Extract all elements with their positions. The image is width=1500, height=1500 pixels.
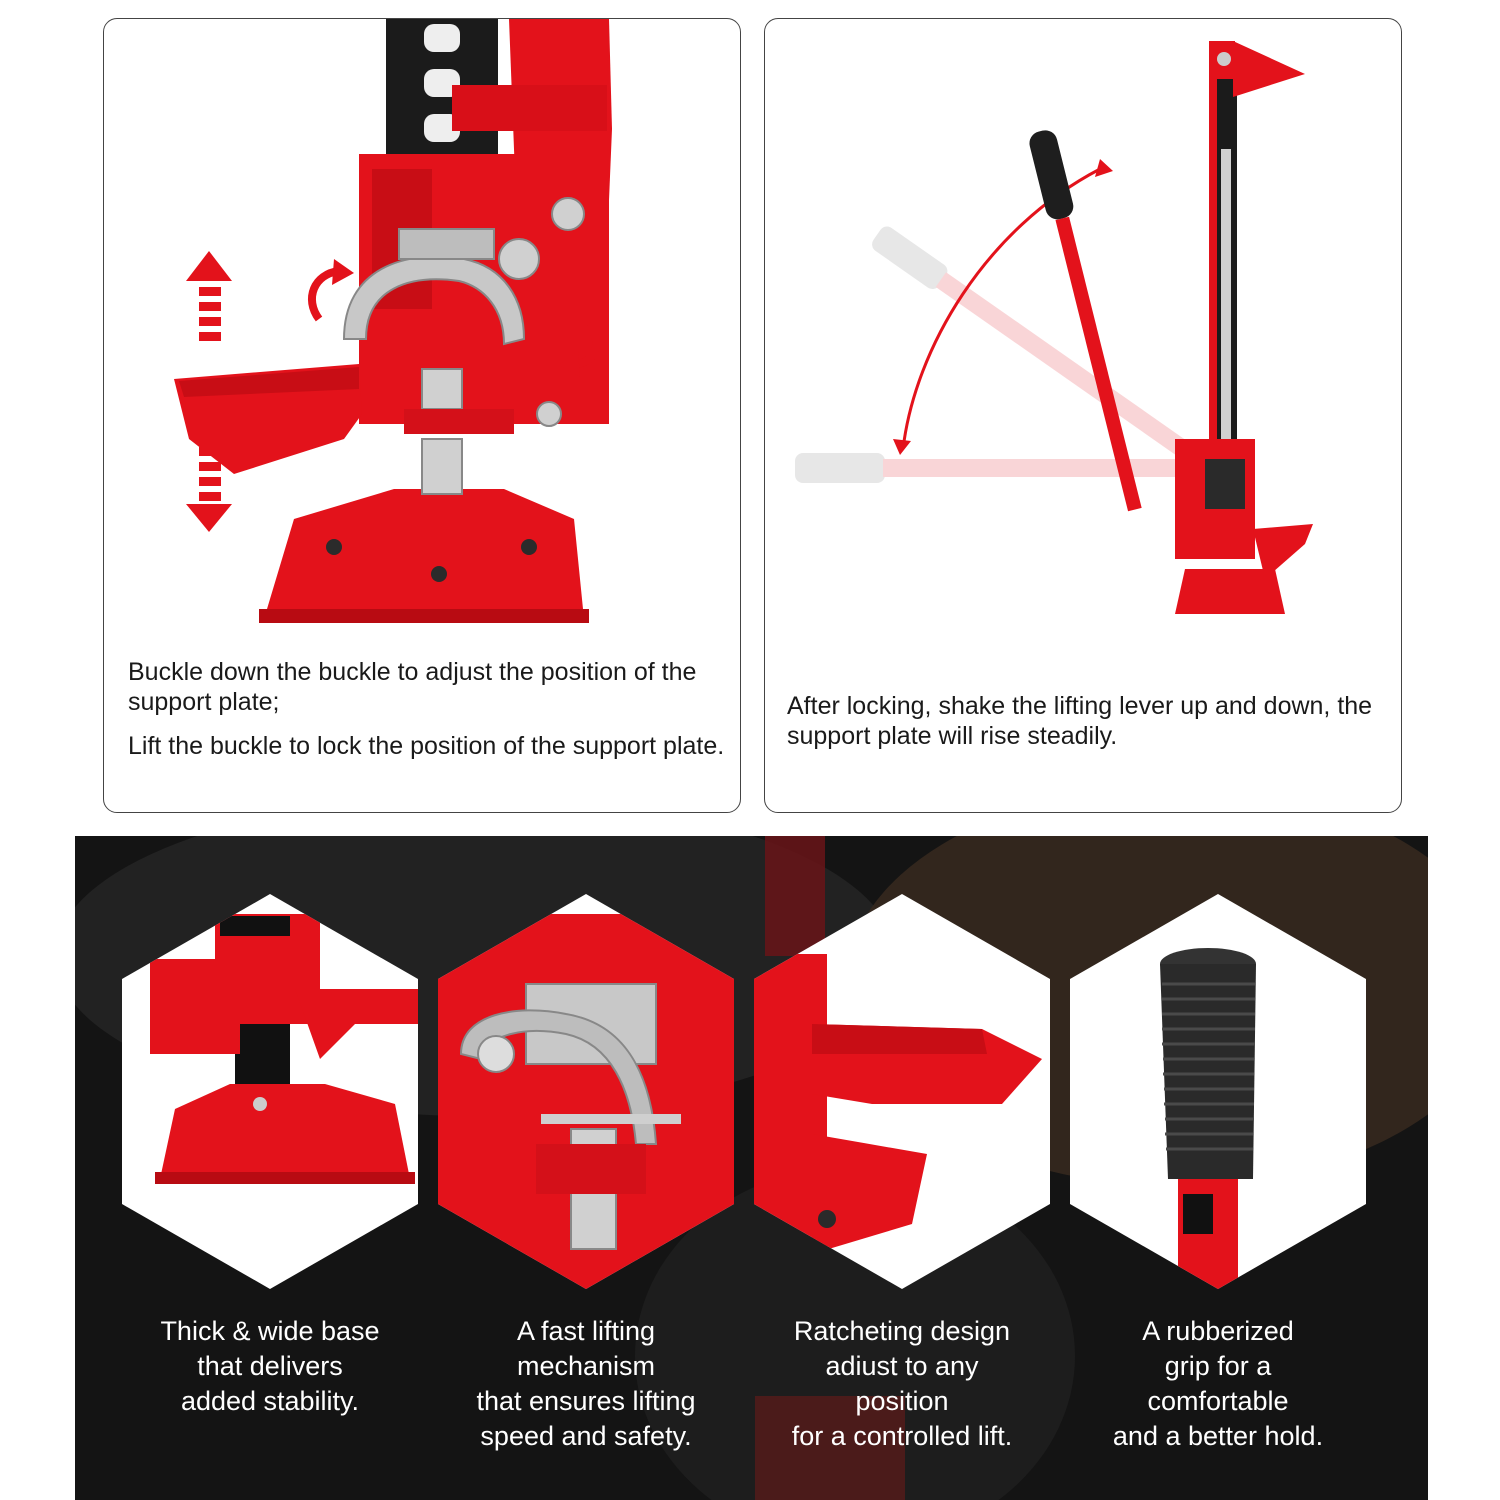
jack-base-icon [120,894,420,1294]
ratchet-foot-icon [752,894,1052,1294]
feature-lifting-text [436,1314,736,1454]
features-panel [75,836,1428,1500]
feature-ratchet [752,836,1052,1500]
feature-line: adiust to any [825,1351,979,1381]
feature-line: mechanism [516,1351,656,1381]
feature-line: A fast lifting [516,1316,656,1346]
feature-line: that ensures lifting [476,1386,696,1416]
feature-line: added stability. [180,1386,360,1416]
jack-lever-illustration [765,19,1402,659]
lever-instructions [787,691,1397,751]
jack-buckle-illustration [104,19,741,649]
feature-line: speed and safety. [480,1421,692,1451]
feature-line: position [855,1386,949,1416]
feature-line: and a better hold. [1112,1421,1324,1451]
feature-line: for a controlled lift. [791,1421,1013,1451]
feature-line: that delivers [197,1351,343,1381]
buckle-down-text: Buckle down the buckle to adjust the position of the support plate; [128,658,697,716]
lifting-mechanism-icon [436,894,736,1294]
feature-base [120,836,420,1500]
feature-ratchet-text [752,1314,1052,1454]
feature-grip [1068,836,1368,1500]
buckle-adjust-card [103,18,741,813]
feature-lifting-mechanism [436,836,736,1500]
feature-line: A rubberized [1142,1316,1294,1346]
buckle-instructions [128,657,728,775]
feature-line: Ratcheting design [793,1316,1011,1346]
feature-line: grip for a [1164,1351,1272,1381]
lever-caption-text: After locking, shake the lifting lever up and down, the support plate will rise steadily. [787,692,1373,750]
feature-base-text [120,1314,420,1419]
feature-grip-text [1068,1314,1368,1454]
feature-line: Thick & wide base [160,1316,380,1346]
rubber-grip-icon [1068,894,1368,1294]
lever-operation-card [764,18,1402,813]
buckle-lift-text: Lift the buckle to lock the position of the support plate. [128,732,725,760]
feature-line: comfortable [1147,1386,1289,1416]
